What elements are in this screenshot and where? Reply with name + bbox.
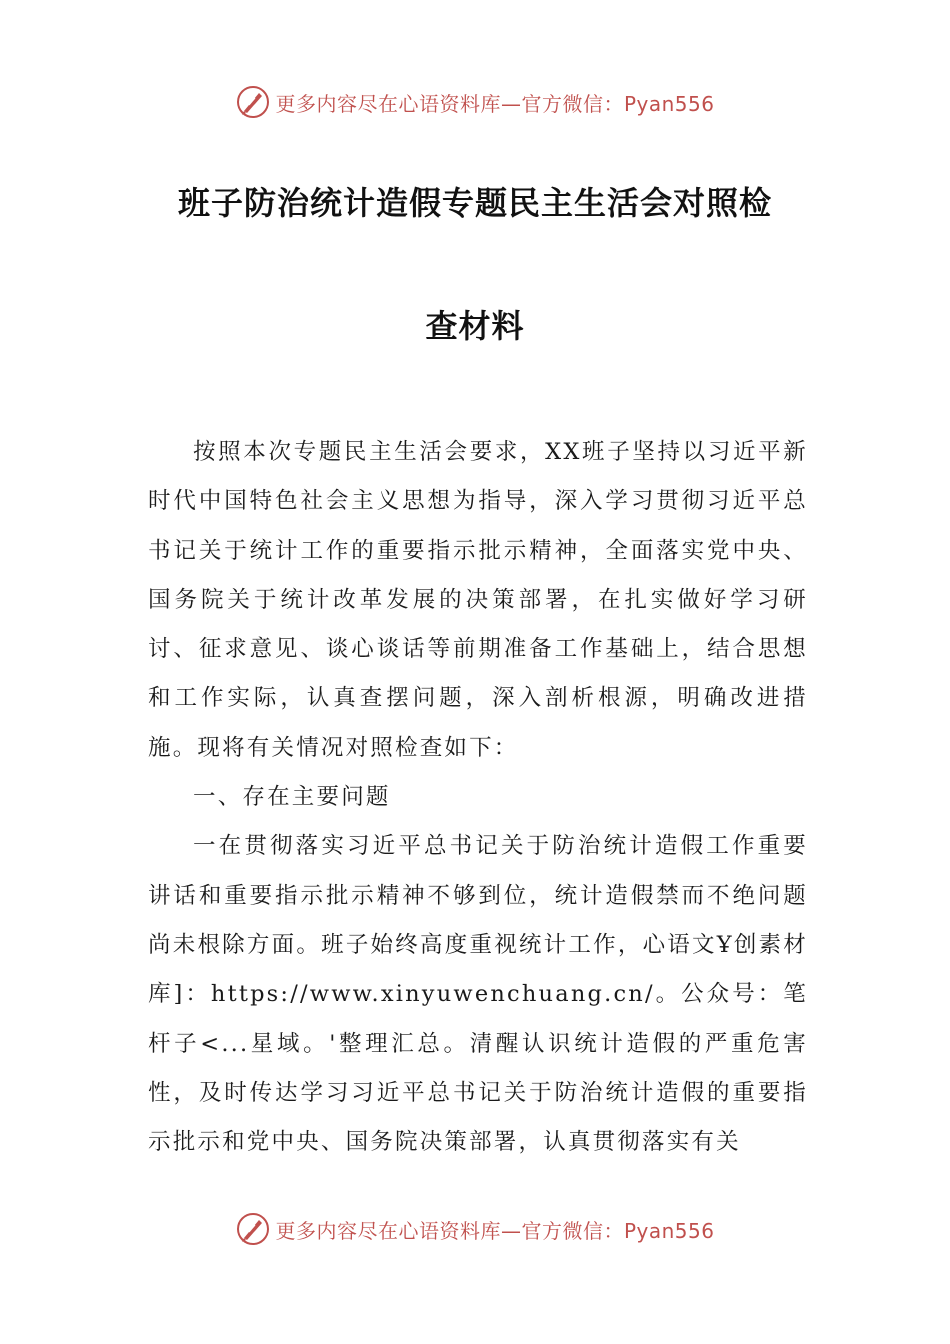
footer-watermark <box>0 1209 950 1249</box>
quill-pen-seal-icon <box>235 1211 271 1247</box>
paragraph-intro: 按照本次专题民主生活会要求，XX班子坚持以习近平新时代中国特色社会主义思想为指导，深入学习贯彻习近平总书记关于统计工作的重要指示批示精神，全面落实党中央、国务院关于统计改革发展的决策部署，在扎实做好学习研讨、征求意见、谈心谈话等前期准备工作基础上，结合思想和工作实际，认真查摆问题，深入剖析根源，明确改进措施。现将有关情况对照检查如下： <box>148 439 808 761</box>
watermark-text: 更多内容尽在心语资料库—官方微信：Pyan556 <box>275 1218 715 1243</box>
document-body <box>148 428 808 1167</box>
paragraph-problem-1: 一在贯彻落实习近平总书记关于防治统计造假工作重要讲话和重要指示批示精神不够到位，统计造假禁而不绝问题尚未根除方面。班子始终高度重视统计工作，心语文Ұ创素材库]：https://www.xinyuwenchuang.cn/。公众号：笔杆子<...星域。'整理汇总。清醒认识统计造假的严重危害性，及时传达学习习近平总书记关于防治统计造假的重要指示批示和党中央、国务院决策部署，认真贯彻落实有关 <box>148 833 808 1156</box>
document-title-line-1: 班子防治统计造假专题民主生活会对照检 <box>177 184 772 222</box>
document-title-line-2: 查材料 <box>425 307 525 345</box>
section-heading: 一、存在主要问题 <box>193 784 391 811</box>
header-watermark <box>0 82 950 122</box>
watermark-text: 更多内容尽在心语资料库—官方微信：Pyan556 <box>275 91 715 116</box>
quill-pen-seal-icon <box>235 84 271 120</box>
